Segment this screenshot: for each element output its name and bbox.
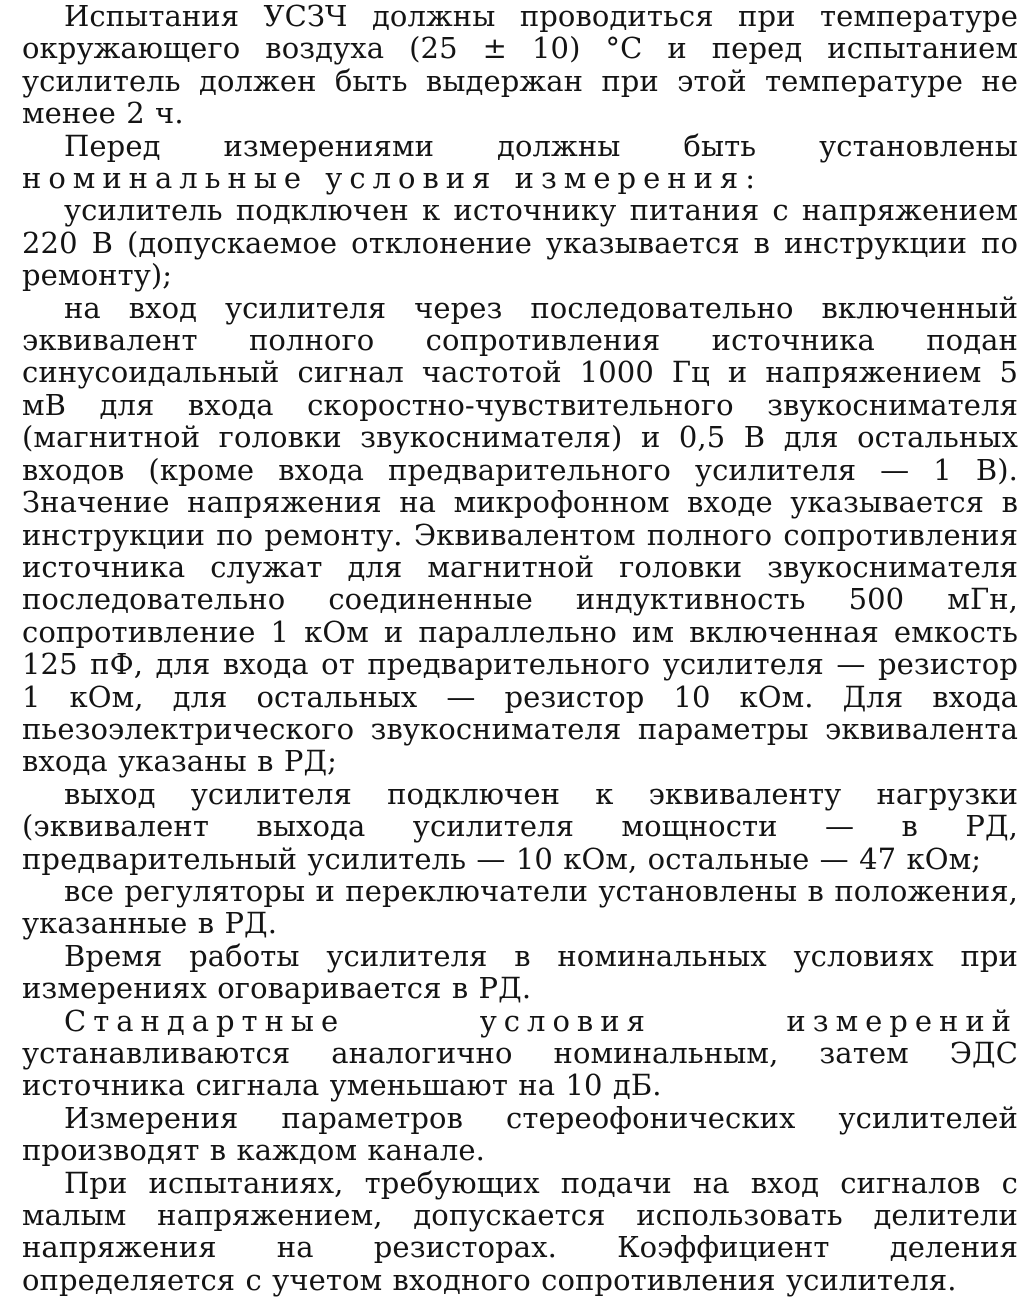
document-page (22, 0, 1018, 1297)
paragraph-standard-tail: устанавливаются аналогично номинальным, затем ЭДС источника сигнала уменьшают на 10 дБ. (22, 1036, 1018, 1103)
term-nominal-conditions: номинальные условия измерения: (22, 161, 762, 196)
paragraph-standard-conditions (22, 1005, 1018, 1102)
paragraph-test-temperature: Испытания УСЗЧ должны проводиться при температуре окружающего воздуха (25 ± 10) °С и перед испытанием усилитель должен быть выдержан при этой температуре не менее 2 ч. (22, 0, 1018, 131)
paragraph-operating-time: Время работы усилителя в номинальных условиях при измерениях оговаривается в РД. (22, 938, 1018, 1006)
paragraph-stereo: Измерения параметров стереофонических усилителей производят в каждом канале. (22, 1100, 1018, 1168)
term-standard-conditions: Стандартные условия измерений (64, 1003, 1018, 1038)
paragraph-power-supply: усилитель подключен к источнику питания с напряжением 220 В (допускаемое отклонение указывается в инструкции по ремонту); (22, 193, 1018, 293)
paragraph-nominal-lead: Перед измерениями должны быть установлены (64, 128, 1018, 163)
paragraph-input-signal: на вход усилителя через последовательно включенный эквивалент полного сопротивления источника подан синусоидальный сигнал частотой 1000 Гц и напряжением 5 мВ для входа скоростно-чувствительного звукоснимателя (магнитной головки звукоснимателя) и 0,5 В для остальных входов (кроме входа предварительного усилителя — 1 В). Значение напряжения на микрофонном входе указывается в инструкции по ремонту. Эквивалентом полного сопротивления источника служат для магнитной головки звукоснимателя последовательно соединенные индуктивность 500 мГн, сопротивление 1 кОм и параллельно им включенная емкость 125 пФ, для входа от предварительного усилителя — резистор 1 кОм, для остальных — резистор 10 кОм. Для входа пьезоэлектрического звукоснимателя параметры эквивалента входа указаны в РД; (22, 290, 1018, 779)
paragraph-voltage-dividers: При испытаниях, требующих подачи на вход сигналов с малым напряжением, допускается использовать делители напряжения на резисторах. Коэффициент деления определяется с учетом входного сопротивления усилителя. (22, 1165, 1018, 1297)
paragraph-nominal-conditions (22, 130, 1018, 195)
paragraph-output-load: выход усилителя подключен к эквиваленту нагрузки (эквивалент выхода усилителя мощности — в РД, предварительный усилитель — 10 кОм, остальные — 47 кОм; (22, 776, 1018, 876)
paragraph-controls: все регуляторы и переключатели установлены в положения, указанные в РД. (22, 873, 1018, 941)
